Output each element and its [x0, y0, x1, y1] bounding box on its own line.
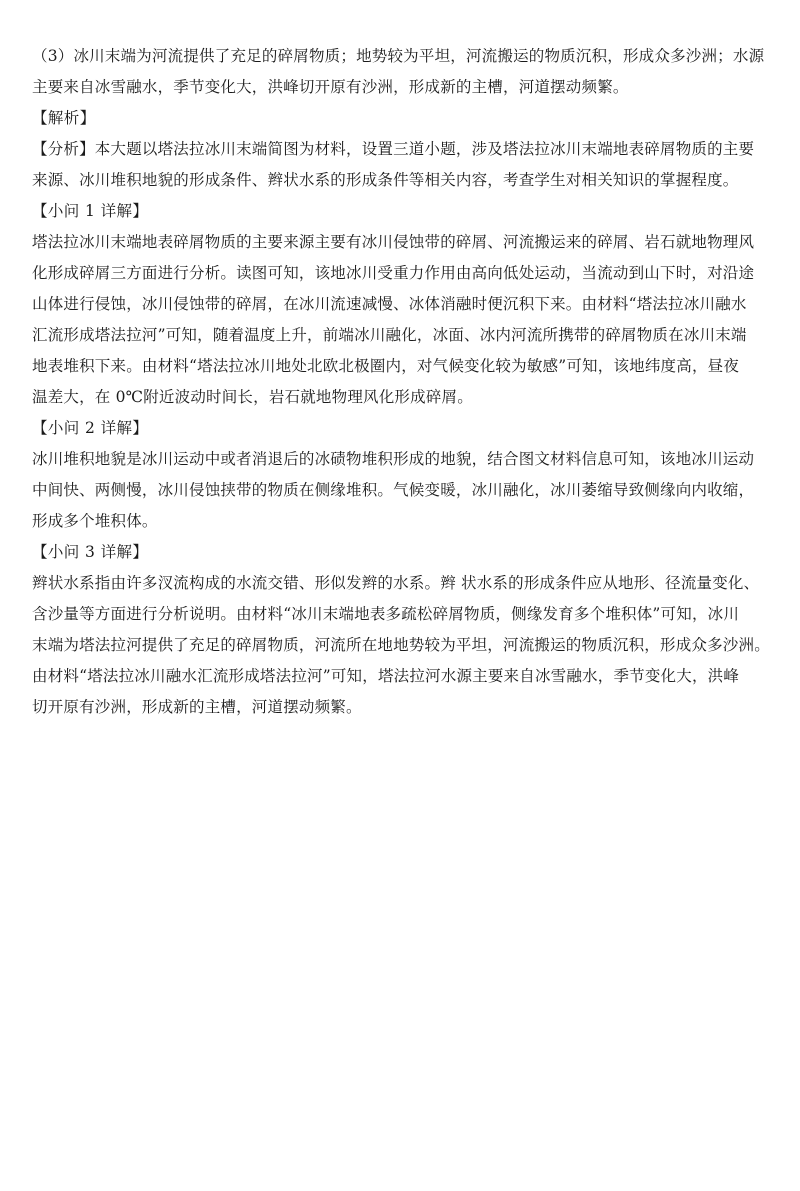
q2-line: 中间快、两侧慢，冰川侵蚀挟带的物质在侧缘堆积。气候变暖，冰川融化，冰川萎缩导致侧缘向内收缩， [32, 481, 755, 499]
q1-line: 塔法拉冰川末端地表碎屑物质的主要来源主要有冰川侵蚀带的碎屑、河流搬运来的碎屑、岩石就地物理风 [32, 233, 755, 251]
q3-line: 切开原有沙洲，形成新的主槽，河道摆动频繁。 [32, 698, 362, 716]
q3-heading: 【小问 3 详解】 [32, 543, 149, 561]
section3-answer-line: 主要来自冰雪融水，季节变化大，洪峰切开原有沙洲，形成新的主槽，河道摆动频繁。 [32, 78, 629, 96]
section3-answer-line: （3）冰川末端为河流提供了充足的碎屑物质；地势较为平坦，河流搬运的物质沉积，形成众多沙洲；水源 [32, 47, 765, 65]
q1-line: 山体进行侵蚀，冰川侵蚀带的碎屑，在冰川流速减慢、冰体消融时便沉积下来。由材料“塔法拉冰川融水 [32, 295, 747, 313]
q3-line: 末端为塔法拉河提供了充足的碎屑物质，河流所在地地势较为平坦，河流搬运的物质沉积，形成众多沙洲。 [32, 636, 770, 654]
q3-line: 含沙量等方面进行分析说明。由材料“冰川末端地表多疏松碎屑物质，侧缘发育多个堆积体”可知，冰川 [32, 605, 740, 623]
q2-line: 冰川堆积地貌是冰川运动中或者消退后的冰碛物堆积形成的地貌，结合图文材料信息可知，该地冰川运动 [32, 450, 755, 468]
q3-line: 辫状水系指由许多汊流构成的水流交错、形似发辫的水系。辫 状水系的形成条件应从地形、径流量变化、 [32, 574, 760, 592]
analysis-heading: 【解析】 [32, 109, 96, 127]
q1-line: 化形成碎屑三方面进行分析。读图可知，该地冰川受重力作用由高向低处运动，当流动到山下时，对沿途 [32, 264, 755, 282]
q2-heading: 【小问 2 详解】 [32, 419, 149, 437]
q2-line: 形成多个堆积体。 [32, 512, 158, 530]
analysis-line: 来源、冰川堆积地貌的形成条件、辫状水系的形成条件等相关内容，考查学生对相关知识的掌握程度。 [32, 171, 739, 189]
q1-line: 温差大，在 0℃附近波动时间长，岩石就地物理风化形成碎屑。 [32, 388, 473, 406]
q1-line: 地表堆积下来。由材料“塔法拉冰川地处北欧北极圈内，对气候变化较为敏感”可知，该地纬度高，昼夜 [32, 357, 740, 375]
analysis-line: 【分析】本大题以塔法拉冰川末端简图为材料，设置三道小题，涉及塔法拉冰川末端地表碎屑物质的主要 [32, 140, 755, 158]
q1-line: 汇流形成塔法拉河”可知，随着温度上升，前端冰川融化，冰面、冰内河流所携带的碎屑物质在冰川末端 [32, 326, 747, 344]
q1-heading: 【小问 1 详解】 [32, 202, 149, 220]
q3-line: 由材料“塔法拉冰川融水汇流形成塔法拉河”可知，塔法拉河水源主要来自冰雪融水，季节变化大，洪峰 [32, 667, 740, 685]
document-page [32, 41, 772, 723]
